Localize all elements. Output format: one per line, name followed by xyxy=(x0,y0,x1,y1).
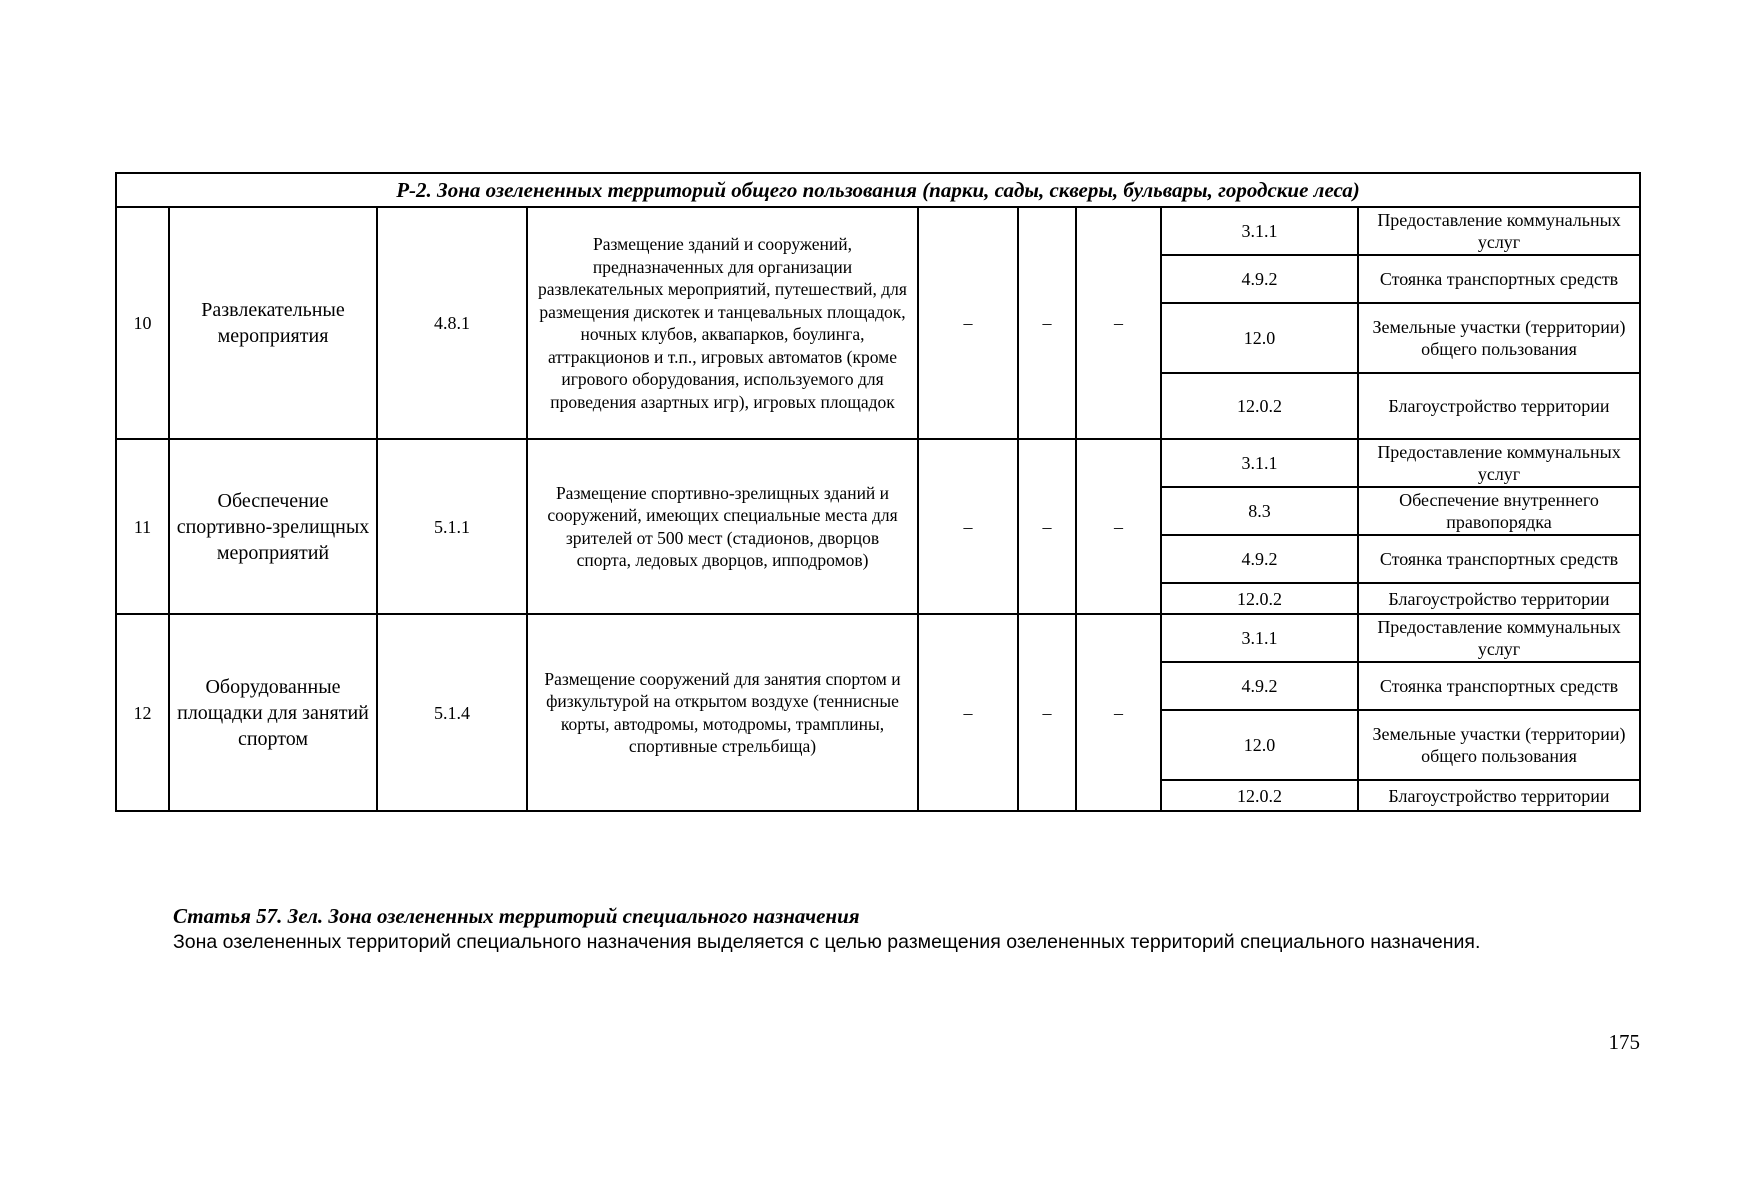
aux-name: Предоставление коммунальных услуг xyxy=(1358,207,1640,255)
use-code: 5.1.4 xyxy=(377,614,527,811)
param-cell: – xyxy=(1076,439,1161,614)
use-description: Размещение зданий и сооружений, предназначенных для организации развлекательных мероприятий, путешествий, для размещения дискотек и танцевальных площадок, ночных клубов, аквапарков, боулинга, аттракционов и т.п., игровых автоматов (кроме игрового оборудования, используемого для проведения азартных игр), игровых площадок xyxy=(527,207,918,439)
aux-name: Предоставление коммунальных услуг xyxy=(1358,439,1640,487)
param-cell: – xyxy=(918,207,1018,439)
article-title: Статья 57. Зел. Зона озелененных территорий специального назначения xyxy=(173,904,860,928)
param-cell: – xyxy=(1018,439,1076,614)
zone-header: Р-2. Зона озелененных территорий общего пользования (парки, сады, скверы, бульвары, городские леса) xyxy=(116,173,1640,207)
aux-code: 4.9.2 xyxy=(1161,662,1358,710)
use-code: 4.8.1 xyxy=(377,207,527,439)
aux-code: 4.9.2 xyxy=(1161,535,1358,583)
aux-name: Стоянка транспортных средств xyxy=(1358,255,1640,303)
aux-name: Стоянка транспортных средств xyxy=(1358,662,1640,710)
row-number: 11 xyxy=(116,439,169,614)
zone-table xyxy=(115,172,1641,812)
aux-code: 12.0.2 xyxy=(1161,780,1358,811)
aux-name: Земельные участки (территории) общего пользования xyxy=(1358,303,1640,373)
use-name: Обеспечение спортивно-зрелищных мероприятий xyxy=(169,439,377,614)
article-section xyxy=(173,903,1643,955)
aux-code: 4.9.2 xyxy=(1161,255,1358,303)
aux-code: 8.3 xyxy=(1161,487,1358,535)
aux-code: 3.1.1 xyxy=(1161,439,1358,487)
page-number: 175 xyxy=(1608,1030,1640,1054)
aux-name: Благоустройство территории xyxy=(1358,583,1640,614)
use-name: Оборудованные площадки для занятий спортом xyxy=(169,614,377,811)
row-number: 12 xyxy=(116,614,169,811)
param-cell: – xyxy=(1018,207,1076,439)
aux-name: Благоустройство территории xyxy=(1358,373,1640,439)
aux-code: 12.0.2 xyxy=(1161,373,1358,439)
aux-code: 12.0.2 xyxy=(1161,583,1358,614)
param-cell: – xyxy=(918,614,1018,811)
param-cell: – xyxy=(918,439,1018,614)
param-cell: – xyxy=(1076,207,1161,439)
aux-name: Земельные участки (территории) общего пользования xyxy=(1358,710,1640,780)
aux-name: Предоставление коммунальных услуг xyxy=(1358,614,1640,662)
aux-code: 3.1.1 xyxy=(1161,614,1358,662)
use-description: Размещение сооружений для занятия спортом и физкультурой на открытом воздухе (теннисные корты, автодромы, мотодромы, трамплины, спортивные стрельбища) xyxy=(527,614,918,811)
row-number: 10 xyxy=(116,207,169,439)
param-cell: – xyxy=(1076,614,1161,811)
aux-name: Стоянка транспортных средств xyxy=(1358,535,1640,583)
aux-name: Благоустройство территории xyxy=(1358,780,1640,811)
use-description: Размещение спортивно-зрелищных зданий и сооружений, имеющих специальные места для зрителей от 500 мест (стадионов, дворцов спорта, ледовых дворцов, ипподромов) xyxy=(527,439,918,614)
aux-name: Обеспечение внутреннего правопорядка xyxy=(1358,487,1640,535)
param-cell: – xyxy=(1018,614,1076,811)
aux-code: 12.0 xyxy=(1161,303,1358,373)
aux-code: 12.0 xyxy=(1161,710,1358,780)
article-text: Зона озелененных территорий специального назначения выделяется с целью размещения озелененных территорий специального назначения. xyxy=(173,931,1481,953)
use-name: Развлекательные мероприятия xyxy=(169,207,377,439)
aux-code: 3.1.1 xyxy=(1161,207,1358,255)
use-code: 5.1.1 xyxy=(377,439,527,614)
